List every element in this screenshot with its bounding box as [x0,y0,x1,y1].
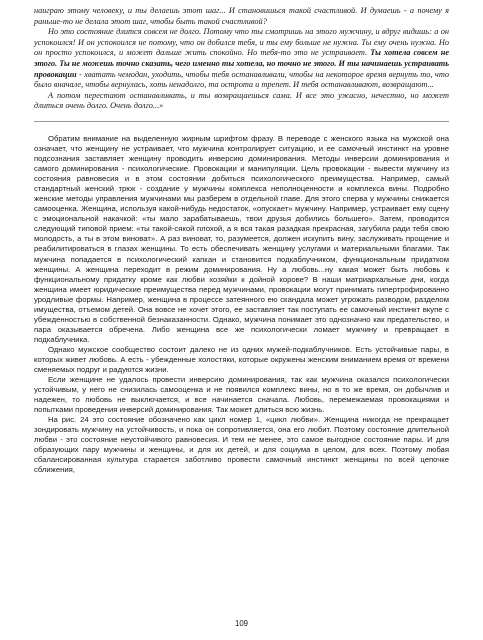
section-divider [34,121,449,122]
body-paragraph: Однако мужское сообщество состоит далеко не из одних мужей-подкаблучников. Есть устойчивые пары, в которых живет любовь. А есть - убежденные холостяки, которые окружены женским вниманием время от времени сменяемых подруг и радуются жизни. [34,344,449,375]
quote-paragraph-1: наиграю этому человеку, и ты делаешь этот шаг... И становишься такой счастливой. И думаешь - а почему я раньше-то не делала этот шаг, чтобы быть такой счастливой? [34,6,449,26]
italic-quote-block [34,6,449,112]
quote-paragraph-2 [34,27,449,91]
body-paragraph: Если женщине не удалось провести инверсию доминирования, так как мужчина оказался психологически устойчивым, у него не снизилась самооценка и не появился комплекс вины, но в то же время, он добычлив и надежен, то любовь не выключается, и все начинается сначала. Любовь, перемежаемая провокациями и попытками проведения инверсий доминирования. Так может длиться всю жизнь. [34,375,449,415]
quote-paragraph-3: А потом перестают останавливать, и ты возвращаешься сама. И все это ужасно, нечестно, но может длиться очень долго. Очень долго...» [34,90,449,111]
page-number: 109 [234,619,248,628]
quote-paragraph-2-tail: - хватать чемодан, уходить, чтобы тебя останавливали, чтобы на некоторое время вернуть то, что было вначале, чтобы вернулась, хоть ненадолго, та острота и трепет. И тебя останавливают, возвращают... [34,69,449,90]
body-paragraph: На рис. 24 это состояние обозначено как цикл номер 1, «цикл любви». Женщина никогда не прекращает зондировать мужчину на устойчивость, и пока он сопротивляется, она его любит. Поэтому состояние длительной любви - это состояние неустойчивого равновесия. И тем не менее, это самое выгодное состояние пары. И для образующих пару мужчины и женщины, и для их детей, и для социума в целом, для всех. Поэтому любая сбалансированная культура старается заботливо провести самочный инстинкт женщины по всей цепочке сближения, [34,415,449,475]
quote-paragraph-2-text: Но это состояние длится совсем не долго. Потому что ты смотришь на этого мужчину, и вдруг видишь: а он успокоился! И он успокоился не потому, что он добился тебя, и ты ему больше не нужна. Ты ему очень нужна. Но он просто успокоился, и может дальше жить спокойно. Но тебя-то это не устраивает. [34,27,449,58]
quote-bold-phrase: Ты хотела совсем не этого. Ты не можешь точно сказать, чего именно ты хотела, но точно не этого. И ты начинаешь устраивать провокации [34,48,449,79]
body-text [34,134,449,476]
body-paragraph: Обратим внимание на выделенную жирным шрифтом фразу. В переводе с женского языка на мужской она означает, что женщину не устраивает, что мужчина контролирует ситуацию, и ее самочный инстинкт на уровне подсознания заставляет женщину проводить инверсию доминирования. Методы инверсии доминирования и самого доминирования - психологические. Провокации и манипуляции. Цель провокации - вывести мужчину из состояния равновесия и в этом состоянии добиться психологического преимущества. Например, самый стандартный женский трюк - создание у мужчины комплекса неполноценности и комплекса вины. Подробно женские методы управления мужчинами мы разберем в отдельной главе. Для этого сперва у мужчины снижается самооценка. Женщина, используя какой-нибудь недостаток, «опускает» мужчину. Например, устраивает ему сцену с эмоциональной накачкой: «ты мало зарабатываешь, твои друзья добились большего». Затем, проводится следующий типовой прием: «ты такой-сякой плохой, а я вся такая разадкая прекрасная, загубила ради тебя свою молодость, а ты в этом виноват». А раз виноват, то, разумеется, должен искупить вину, заслуживать прощение и реабилитироваться в глазах женщины. То есть обеспечивать женщину услугами и материальными благами. Так мужчина попадается в психологический капкан и становится подкаблучником, функциональным придатком женщины. А женщина переходит в режим доминирования. Ну а любовь...ну какая может быть любовь к функциональному придатку кроме как любви хозяйки к дойной корове? В наши матриархальные дни, когда женщина имеет юридические преимущества перед мужчинами, провокации могут принимать гипертрофированно уродливые формы. Например, женщина в процессе затеянного ею скандала может угрожать разводом, разделом имущества, отъемом детей. Она вовсе не хочет этого, ее заставляет так поступать ее самочный инстинкт вкупе с убежденностью в собственной безнаказанности. Однако, мужчина понимает это однозначно как предательство, и пара оказывается обречена. Либо женщина все же психологически ломает мужчину и превращает в подкаблучника. [34,133,449,344]
